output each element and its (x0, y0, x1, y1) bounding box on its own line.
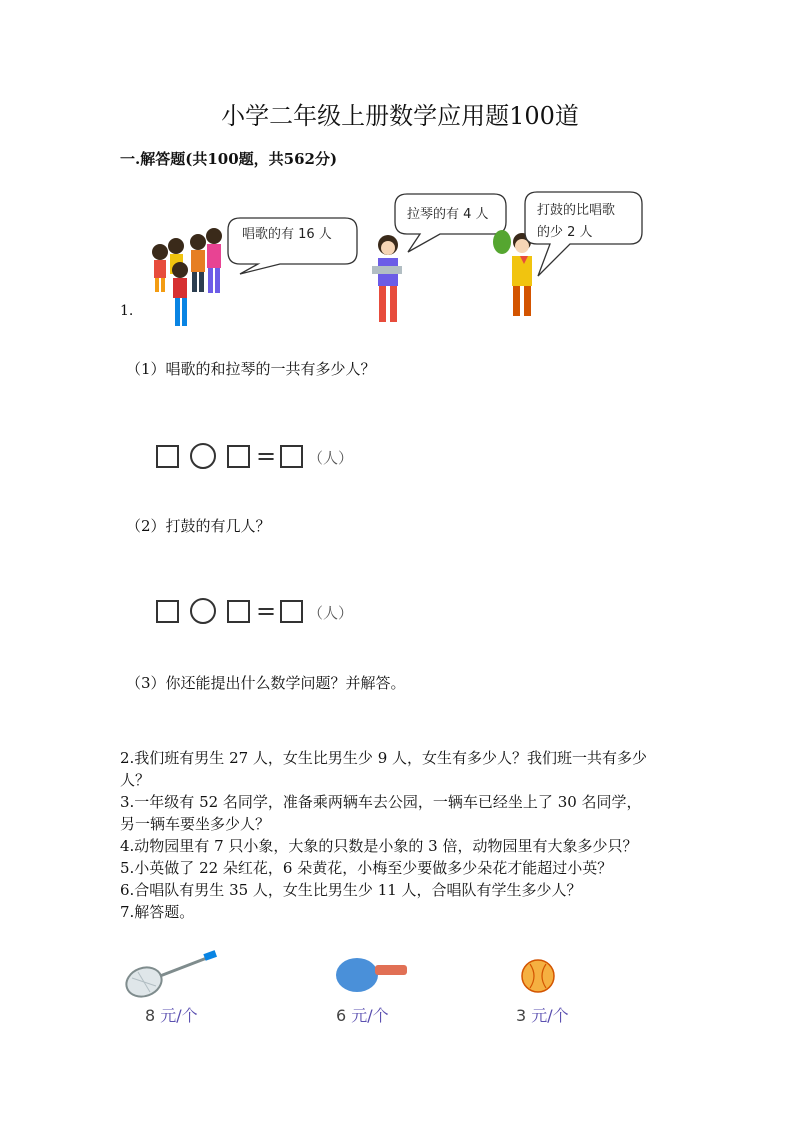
subquestion-2: （2）打鼓的有几人？ (126, 517, 271, 535)
subquestion-1: （1）唱歌的和拉琴的一共有多少人？ (126, 360, 376, 378)
paddle-price (336, 1003, 389, 1026)
section-heading: 一.解答题(共100题，共562分) (120, 150, 338, 168)
ball-icon (518, 958, 558, 994)
ping-pong-paddle-icon (335, 955, 415, 995)
question-4: 4.动物园里有 7 只小象，大象的只数是小象的 3 倍，动物园里有大象多少只？ (120, 837, 638, 855)
drum-boy-illustration (493, 230, 532, 316)
equation-template-2 (156, 598, 376, 628)
equation-template-1 (156, 443, 376, 473)
racket-price (145, 1003, 198, 1026)
page-title: 小学二年级上册数学应用题100道 (221, 102, 579, 130)
question-3-line1: 3.一年级有 52 名同学，准备乘两辆车去公园，一辆车已经坐上了 30 名同学， (120, 793, 642, 811)
equation-unit: （人） (308, 449, 354, 467)
racket-price-unit: 元/个 (160, 1006, 198, 1025)
question-3-line2: 另一辆车要坐多少人？ (120, 815, 271, 833)
answer-box[interactable] (156, 445, 179, 468)
question-list (120, 747, 680, 923)
answer-box[interactable] (156, 600, 179, 623)
answer-box[interactable] (227, 445, 250, 468)
badminton-racket-icon (120, 950, 220, 1002)
operator-circle[interactable] (190, 443, 216, 469)
operator-circle[interactable] (190, 598, 216, 624)
violin-girl-illustration (372, 235, 402, 322)
ball-price-value: 3 (516, 1006, 527, 1025)
question-5: 5.小英做了 22 朵红花，6 朵黄花，小梅至少要做多少朵花才能超过小英？ (120, 859, 613, 877)
subquestion-3: （3）你还能提出什么数学问题？并解答。 (126, 674, 406, 692)
ball-price (516, 1003, 569, 1026)
question-2-line2: 人？ (120, 771, 151, 789)
ball-price-unit: 元/个 (531, 1006, 569, 1025)
answer-box[interactable] (280, 600, 303, 623)
bubble-violin-text: 拉琴的有 4 人 (407, 207, 489, 222)
question-2-line1: 2.我们班有男生 27 人，女生比男生少 9 人，女生有多少人？我们班一共有多少 (120, 749, 648, 767)
equals-sign: = (256, 442, 277, 470)
answer-box[interactable] (280, 445, 303, 468)
bubble-drum-text-line1: 打鼓的比唱歌 (537, 203, 616, 218)
bubble-singers-text: 唱歌的有 16 人 (242, 227, 332, 242)
bubble-drum-text-line2: 的少 2 人 (537, 225, 593, 240)
paddle-price-value: 6 (336, 1006, 347, 1025)
answer-box[interactable] (227, 600, 250, 623)
singers-illustration (152, 228, 222, 326)
equals-sign: = (256, 597, 277, 625)
racket-price-value: 8 (145, 1006, 156, 1025)
question-7: 7.解答题。 (120, 903, 195, 921)
question-6: 6.合唱队有男生 35 人，女生比男生少 11 人，合唱队有学生多少人？ (120, 881, 582, 899)
question-1-number: 1. (120, 303, 134, 319)
paddle-price-unit: 元/个 (351, 1006, 389, 1025)
equation-unit: （人） (308, 604, 354, 622)
